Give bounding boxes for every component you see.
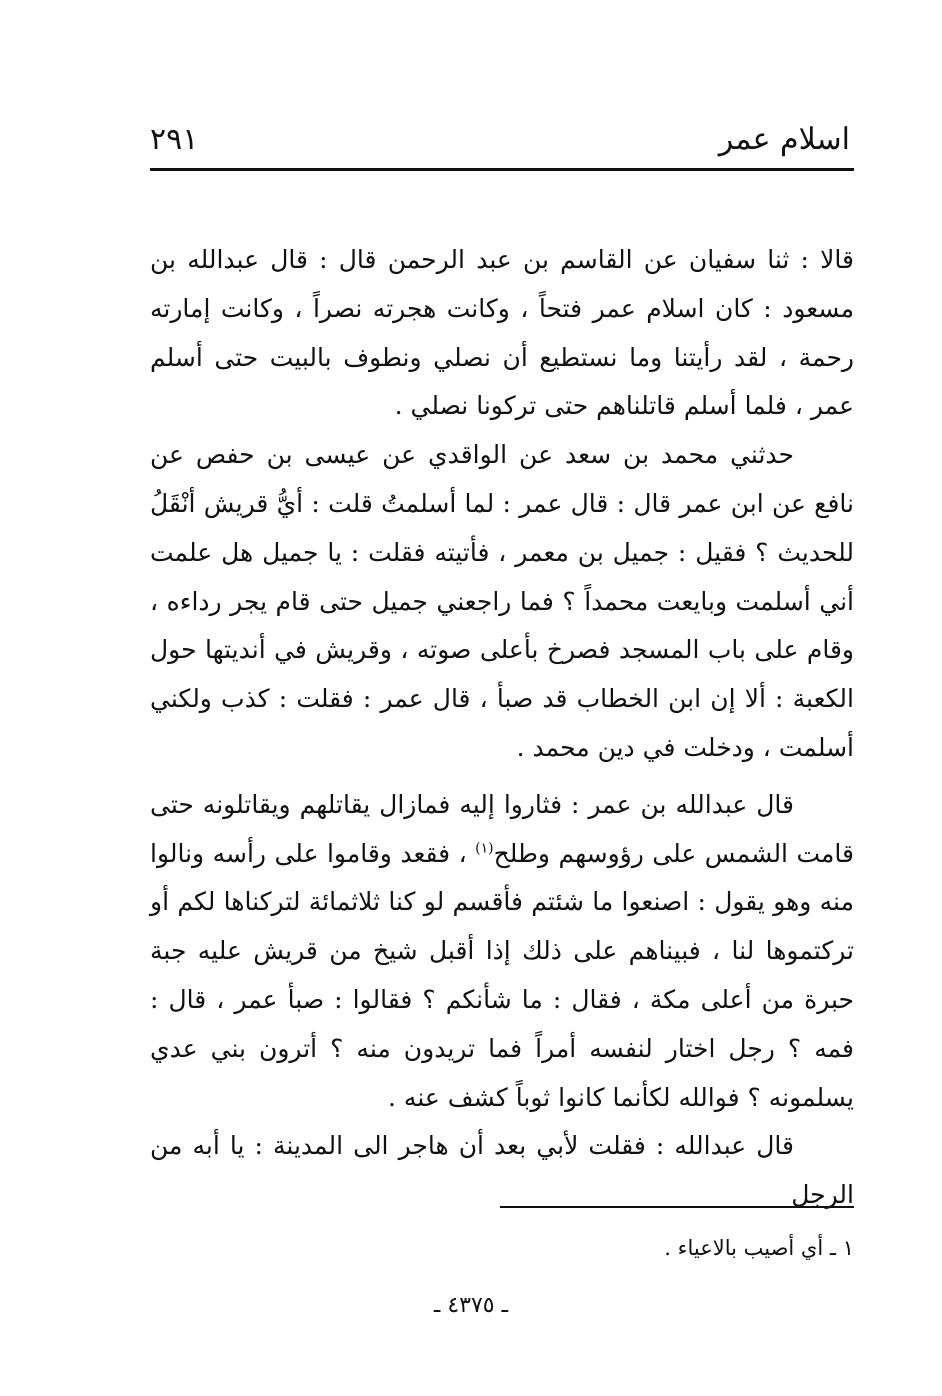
footnote-divider xyxy=(500,1206,854,1208)
page-number: ٢٩١ xyxy=(150,122,199,157)
paragraph: حدثني محمد بن سعد عن الواقدي عن عيسى بن حفص عن نافع عن ابن عمر قال : قال عمر : لما أسلمتُ قلت : أيُّ قريش أنْقَلُ للحديث ؟ فقيل : جميل بن معمر ، فأتيته فقلت : يا جميل هل علمت أني أسلمت وبايعت محمداً ؟ فما راجعني جميل حتى قام يجر رداءه ، وقام على باب المسجد فصرخ بأعلى صوته ، وقريش في أنديتها حول الكعبة : ألا إن ابن الخطاب قد صبأ ، قال عمر : فقلت : كذب ولكني أسلمت ، ودخلت في دين محمد . xyxy=(150,440,854,762)
paragraph-text: قال عبدالله بن عمر : فثاروا إليه فمازال يقاتلهم ويقاتلونه حتى قامت الشمس على رؤوسهم وطلح xyxy=(150,789,854,868)
main-text xyxy=(150,236,854,1220)
paragraph: قال عبدالله : فقلت لأبي بعد أن هاجر الى المدينة : يا أبه من الرجل xyxy=(150,1131,854,1210)
paragraph: قالا : ثنا سفيان عن القاسم بن عبد الرحمن قال : قال عبدالله بن مسعود : كان اسلام عمر فتحاً ، وكانت هجرته نصراً ، وكانت إمارته رحمة ، لقد رأيتنا وما نستطيع أن نصلي ونطوف بالبيت حتى أسلم عمر ، فلما أسلم قاتلناهم حتى تركونا نصلي . xyxy=(150,245,854,421)
running-header xyxy=(150,118,850,162)
paragraph xyxy=(150,781,854,1123)
footer-page-number: ـ ٤٣٧٥ ـ xyxy=(433,1293,509,1318)
paragraph-text: ، فقعد وقاموا على رأسه ونالوا منه وهو يقول : اصنعوا ما شئتم فأقسم لو كنا ثلاثمائة لتركناها لكم أو تركتموها لنا ، فبيناهم على ذلك إذا أقبل شيخ من قريش عليه جبة حبرة من أعلى مكة ، فقال : ما شأنكم ؟ فقالوا : صبأ عمر ، قال : فمه ؟ رجل اختار لنفسه أمراً فما تريدون منه ؟ أترون بني عدي يسلمونه ؟ فوالله لكأنما كانوا ثوباً كشف عنه . xyxy=(150,838,854,1112)
header-divider xyxy=(150,168,854,171)
chapter-title: اسلام عمر xyxy=(718,122,850,157)
footnote: ١ ـ أي أصيب بالاعياء . xyxy=(664,1236,854,1260)
footnote-reference[interactable]: (١) xyxy=(475,840,494,857)
